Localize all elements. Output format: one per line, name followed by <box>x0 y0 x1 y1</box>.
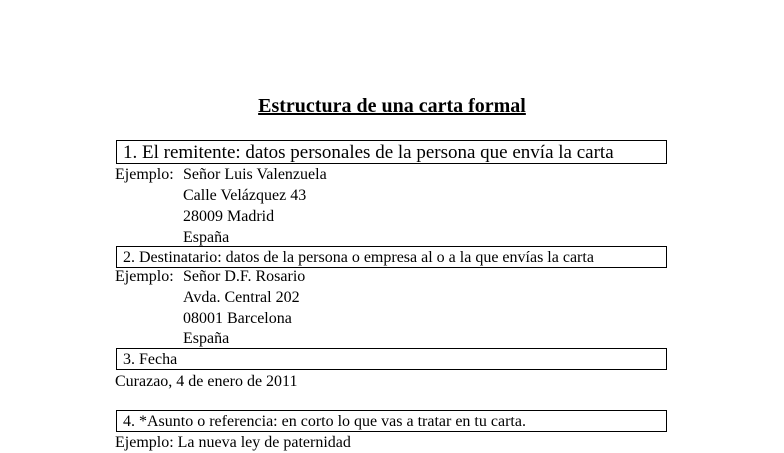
section-3-heading-box <box>116 348 667 370</box>
sender-street: Calle Velázquez 43 <box>183 187 307 204</box>
recipient-name: Señor D.F. Rosario <box>183 268 306 285</box>
recipient-country: España <box>183 330 230 347</box>
section-2-heading-box <box>116 246 667 268</box>
section-1-heading-box <box>116 140 667 164</box>
section-2-example-label: Ejemplo: <box>115 268 174 285</box>
date-value: Curazao, 4 de enero de 2011 <box>115 373 298 390</box>
sender-name: Señor Luis Valenzuela <box>183 166 327 183</box>
section-4-heading: 4. *Asunto o referencia: en corto lo que vas a tratar en tu carta. <box>123 413 526 430</box>
section-3-heading: 3. Fecha <box>123 351 178 368</box>
recipient-street: Avda. Central 202 <box>183 289 300 306</box>
section-1-heading: 1. El remitente: datos personales de la persona que envía la carta <box>123 142 614 163</box>
section-4-heading-box <box>116 410 667 432</box>
sender-postal-city: 28009 Madrid <box>183 208 275 225</box>
section-2-heading: 2. Destinatario: datos de la persona o empresa al o a la que envías la carta <box>123 249 594 266</box>
document-title: Estructura de una carta formal <box>258 95 526 117</box>
recipient-postal-city: 08001 Barcelona <box>183 310 292 327</box>
section-1-example-label: Ejemplo: <box>115 166 174 183</box>
sender-country: España <box>183 229 230 246</box>
section-4-example-partial: Ejemplo: La nueva ley de paternidad <box>115 434 351 451</box>
